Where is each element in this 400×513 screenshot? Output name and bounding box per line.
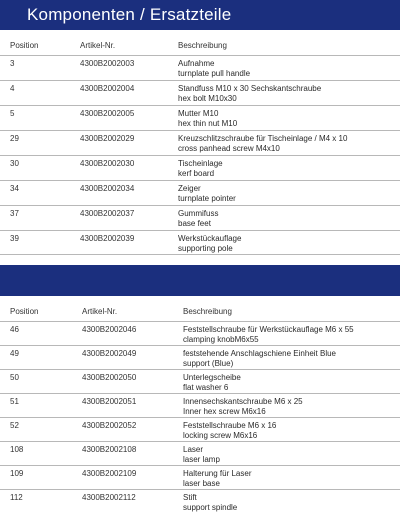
- description-german: Mutter M10: [178, 109, 219, 118]
- header-description: Beschreibung: [178, 41, 227, 50]
- description-german: feststehende Anschlagschiene Einheit Blue: [183, 349, 336, 358]
- row-description: [178, 109, 400, 130]
- row-description: [183, 469, 400, 489]
- row-article-number: 4300B2002030: [80, 159, 135, 168]
- description-german: Aufnahme: [178, 59, 215, 68]
- table-header: [0, 37, 400, 55]
- row-article-number: 4300B2002109: [82, 469, 137, 478]
- row-description: [183, 349, 400, 369]
- table-row: [0, 230, 400, 255]
- description-english: laser lamp: [183, 455, 220, 464]
- row-position: 34: [10, 184, 19, 193]
- description-german: Stift: [183, 493, 197, 502]
- description-german: Zeiger: [178, 184, 201, 193]
- row-description: [178, 134, 400, 155]
- section-banner-2: [0, 265, 400, 296]
- description-english: hex thin nut M10: [178, 119, 238, 128]
- row-article-number: 4300B2002029: [80, 134, 135, 143]
- row-description: [183, 325, 400, 345]
- description-english: laser base: [183, 479, 220, 488]
- table-row: [0, 105, 400, 130]
- row-article-number: 4300B2002005: [80, 109, 135, 118]
- row-position: 108: [10, 445, 24, 454]
- row-article-number: 4300B2002034: [80, 184, 135, 193]
- row-position: 4: [10, 84, 15, 93]
- description-english: hex bolt M10x30: [178, 94, 237, 103]
- table-row: [0, 155, 400, 180]
- description-german: Halterung für Laser: [183, 469, 252, 478]
- description-german: Feststellschraube für Werkstückauflage M6 x 55: [183, 325, 354, 334]
- table-row: [0, 369, 400, 393]
- row-position: 109: [10, 469, 24, 478]
- row-article-number: 4300B2002049: [82, 349, 137, 358]
- description-english: kerf board: [178, 169, 215, 178]
- row-position: 37: [10, 209, 19, 218]
- row-description: [178, 59, 400, 80]
- row-description: [183, 397, 400, 417]
- table-row: [0, 465, 400, 489]
- description-german: Laser: [183, 445, 204, 454]
- table-row: [0, 80, 400, 105]
- row-position: 5: [10, 109, 15, 118]
- description-english: base feet: [178, 219, 211, 228]
- row-article-number: 4300B2002112: [82, 493, 136, 502]
- row-description: [183, 421, 400, 441]
- description-english: Inner hex screw M6x16: [183, 407, 266, 416]
- table-row: [0, 55, 400, 80]
- row-description: [178, 184, 400, 205]
- row-article-number: 4300B2002052: [82, 421, 137, 430]
- description-german: Unterlegscheibe: [183, 373, 241, 382]
- description-english: support (Blue): [183, 359, 234, 368]
- row-position: 3: [10, 59, 15, 68]
- row-position: 46: [10, 325, 19, 334]
- row-article-number: 4300B2002004: [80, 84, 135, 93]
- header-article: Artikel-Nr.: [82, 307, 118, 316]
- table-row: [0, 393, 400, 417]
- description-english: locking screw M6x16: [183, 431, 258, 440]
- row-position: 30: [10, 159, 19, 168]
- description-english: clamping knobM6x55: [183, 335, 259, 344]
- row-description: [178, 84, 400, 105]
- row-description: [178, 234, 400, 254]
- description-german: Gummifuss: [178, 209, 219, 218]
- table-row: [0, 441, 400, 465]
- description-german: Standfuss M10 x 30 Sechskantschraube: [178, 84, 322, 93]
- header-position: Position: [10, 41, 39, 50]
- parts-table-2: [0, 303, 400, 513]
- row-article-number: 4300B2002046: [82, 325, 137, 334]
- row-description: [183, 373, 400, 393]
- section-banner: [0, 0, 400, 30]
- row-article-number: 4300B2002039: [80, 234, 135, 243]
- description-german: Werkstückauflage: [178, 234, 242, 243]
- description-english: turnplate pull handle: [178, 69, 251, 78]
- row-position: 51: [10, 397, 19, 406]
- row-position: 112: [10, 493, 23, 502]
- table-row: [0, 130, 400, 155]
- description-english: supporting pole: [178, 244, 233, 253]
- header-description: Beschreibung: [183, 307, 232, 316]
- row-article-number: 4300B2002050: [82, 373, 137, 382]
- row-description: [178, 159, 400, 180]
- description-english: flat washer 6: [183, 383, 229, 392]
- table-row: [0, 417, 400, 441]
- description-german: Feststellschraube M6 x 16: [183, 421, 277, 430]
- row-article-number: 4300B2002037: [80, 209, 135, 218]
- table-header: [0, 303, 400, 321]
- row-position: 50: [10, 373, 19, 382]
- table-row: [0, 180, 400, 205]
- header-article: Artikel-Nr.: [80, 41, 116, 50]
- row-article-number: 4300B2002003: [80, 59, 135, 68]
- row-description: [178, 209, 400, 230]
- row-position: 49: [10, 349, 19, 358]
- row-position: 39: [10, 234, 19, 243]
- table-row: [0, 345, 400, 369]
- parts-table-1: [0, 37, 400, 255]
- table-row: [0, 489, 400, 513]
- row-position: 29: [10, 134, 19, 143]
- row-article-number: 4300B2002051: [82, 397, 137, 406]
- header-position: Position: [10, 307, 39, 316]
- description-german: Tischeinlage: [178, 159, 223, 168]
- row-position: 52: [10, 421, 19, 430]
- table-row: [0, 205, 400, 230]
- row-description: [183, 445, 400, 465]
- description-english: support spindle: [183, 503, 238, 512]
- description-english: turnplate pointer: [178, 194, 236, 203]
- page-title: Komponenten / Ersatzteile: [27, 5, 232, 24]
- description-english: cross panhead screw M4x10: [178, 144, 280, 153]
- description-german: Kreuzschlitzschraube für Tischeinlage / M4 x 10: [178, 134, 348, 143]
- description-german: Innensechskantschraube M6 x 25: [183, 397, 303, 406]
- row-article-number: 4300B2002108: [82, 445, 137, 454]
- row-description: [183, 493, 400, 513]
- table-row: [0, 321, 400, 345]
